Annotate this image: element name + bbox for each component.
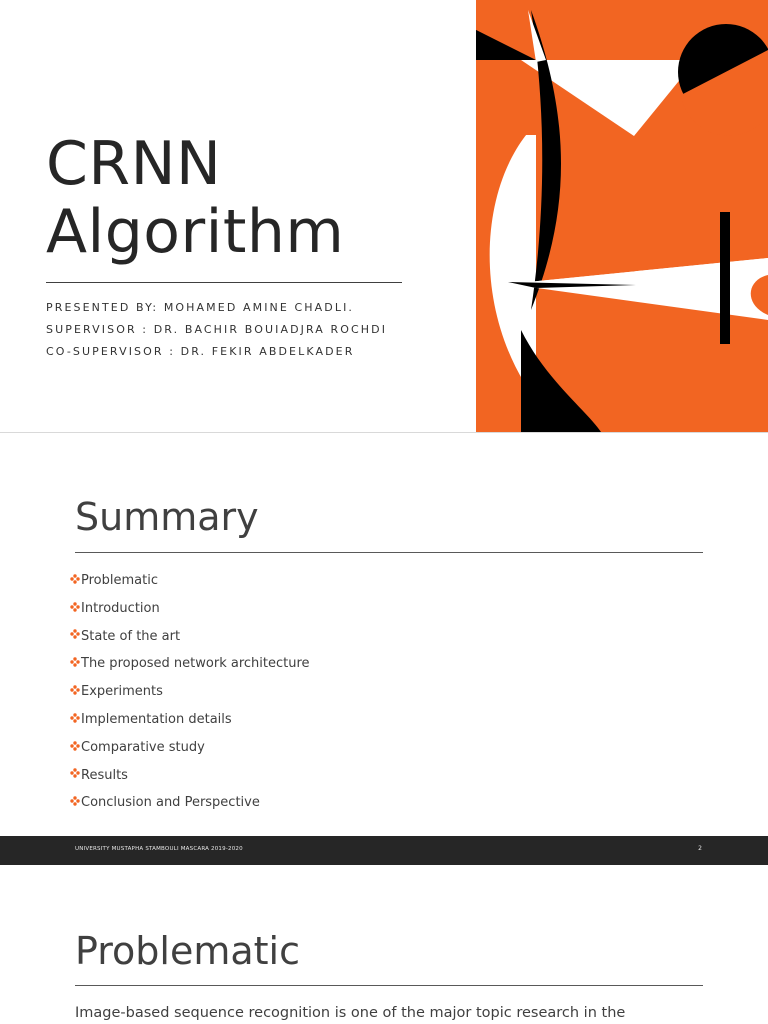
slide-footer: [0, 836, 768, 865]
list-item: [70, 734, 310, 762]
list-item: [70, 678, 310, 706]
diamond-dots-icon: [70, 796, 80, 806]
list-item-label: Experiments: [81, 684, 163, 700]
supervisor: SUPERVISOR : DR. BACHIR BOUIADJRA ROCHDI: [46, 323, 388, 336]
problematic-title: Problematic: [75, 929, 300, 973]
list-item-label: The proposed network architecture: [81, 656, 310, 672]
list-item: [70, 567, 310, 595]
summary-title: Summary: [75, 495, 259, 539]
co-supervisor: CO-SUPERVISOR : DR. FEKIR ABDELKADER: [46, 345, 355, 358]
diamond-dots-icon: [70, 574, 80, 584]
list-item: [70, 789, 310, 817]
abstract-artwork: [476, 0, 768, 432]
title-line-1: CRNN: [46, 129, 222, 199]
summary-slide: [0, 433, 768, 865]
diamond-dots-icon: [70, 685, 80, 695]
diamond-dots-icon: [70, 657, 80, 667]
presenter-info: [46, 297, 387, 363]
diamond-dots-icon: [70, 741, 80, 751]
list-item-label: Implementation details: [81, 711, 232, 727]
list-item-label: Problematic: [81, 573, 158, 588]
summary-list: [70, 567, 310, 817]
list-item: [70, 706, 310, 734]
diamond-dots-icon: [70, 768, 80, 778]
summary-divider: [75, 552, 703, 553]
list-item: [70, 650, 310, 678]
list-item-label: Introduction: [81, 600, 160, 616]
page-number: 2: [698, 845, 702, 852]
diamond-dots-icon: [70, 602, 80, 612]
title-slide: [0, 0, 768, 432]
footer-text: UNIVERSITY MUSTAPHA STAMBOULI MASCARA 2019-2020: [75, 846, 243, 852]
list-item-label: Comparative study: [81, 739, 205, 755]
list-item: [70, 762, 310, 790]
diamond-dots-icon: [70, 713, 80, 723]
problematic-divider: [75, 985, 703, 986]
title-line-2: Algorithm: [46, 197, 345, 267]
problematic-body: Image-based sequence recognition is one of the major topic research in the: [75, 1005, 626, 1021]
diamond-dots-icon: [70, 629, 80, 639]
list-item-label: Conclusion and Perspective: [81, 795, 260, 811]
list-item: [70, 595, 310, 623]
slide-title: [46, 130, 466, 266]
title-divider: [46, 282, 402, 283]
list-item: [70, 623, 310, 651]
presented-by: PRESENTED BY: MOHAMED AMINE CHADLI.: [46, 301, 355, 314]
list-item-label: State of the art: [81, 628, 181, 644]
list-item-label: Results: [81, 767, 128, 783]
problematic-slide: [0, 865, 768, 1024]
